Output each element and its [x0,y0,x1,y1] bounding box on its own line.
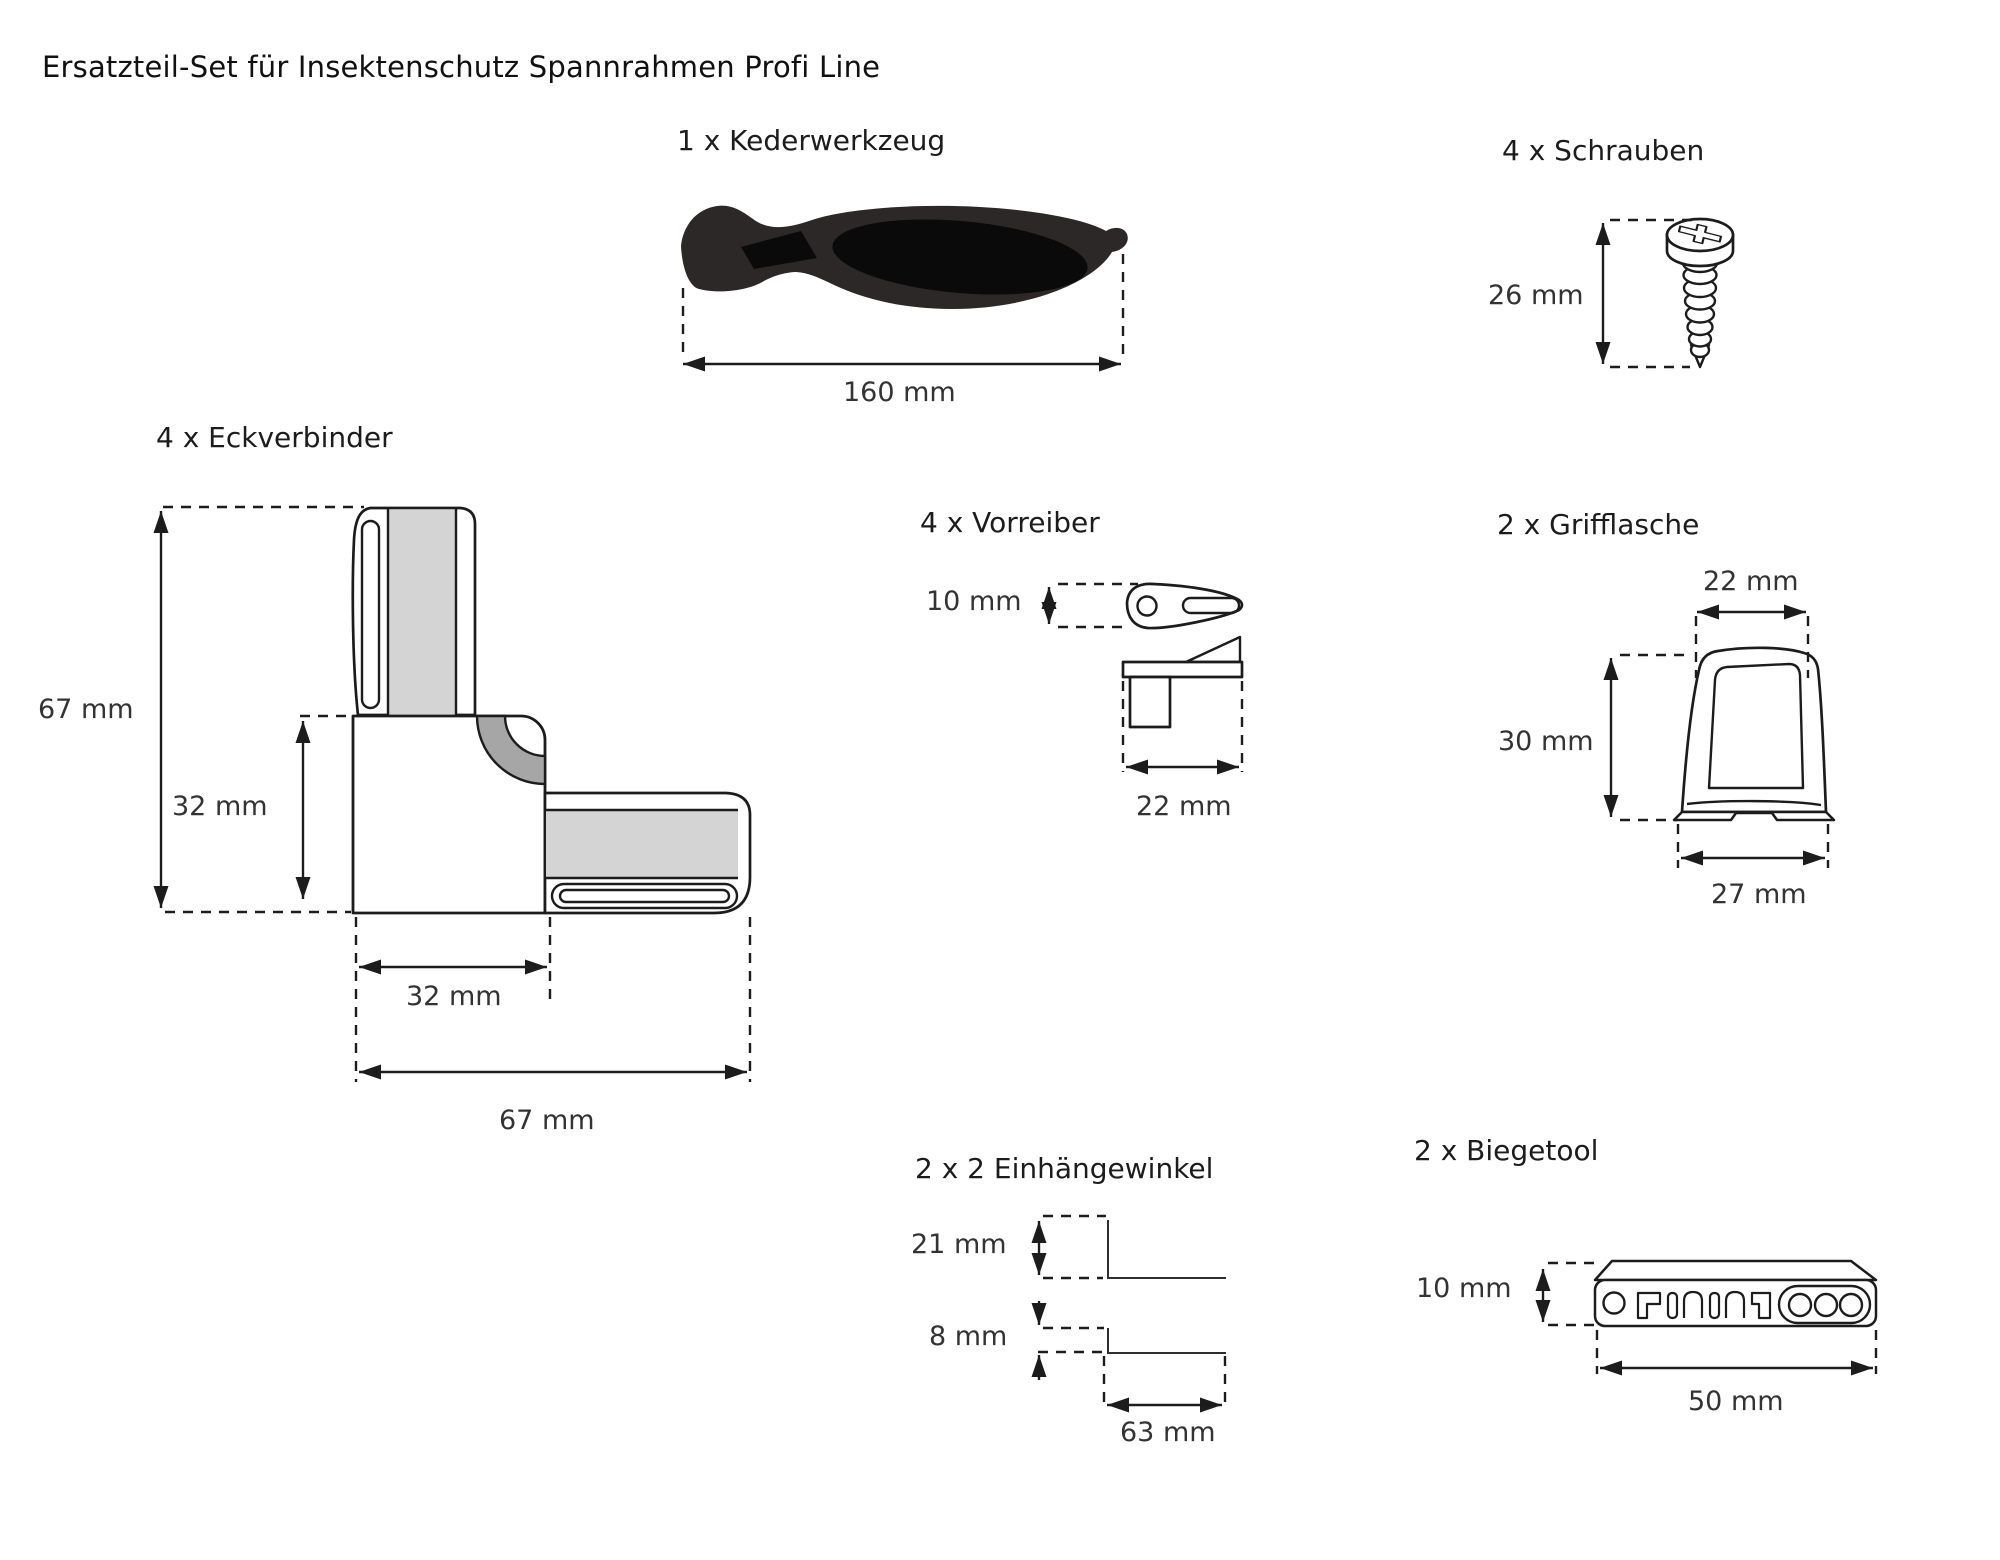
kederwerkzeug-label: 1 x Kederwerkzeug [677,124,946,157]
einhaengewinkel-short-leg-dim: 8 mm [929,1321,1008,1352]
grifflasche-top-width-dim: 22 mm [1703,566,1799,597]
eckverbinder-total-height-dim: 67 mm [38,694,134,725]
schrauben-label: 4 x Schrauben [1502,134,1705,167]
vorreiber-height-dim: 10 mm [926,586,1022,617]
hanging-bracket-icon [1108,1220,1226,1353]
grifflasche-height-dim: 30 mm [1498,726,1594,757]
page-title: Ersatzteil-Set für Insektenschutz Spannrahmen Profi Line [42,50,881,84]
eckverbinder-body-height-dim: 32 mm [172,791,268,822]
eckverbinder-label: 4 x Eckverbinder [156,421,393,454]
biegetool-height-dim: 10 mm [1416,1273,1512,1304]
eckverbinder-body-width-dim: 32 mm [406,981,502,1012]
eckverbinder-total-width-dim: 67 mm [499,1105,595,1136]
vorreiber-width-dim: 22 mm [1136,791,1232,822]
biegetool-label: 2 x Biegetool [1414,1134,1599,1167]
vorreiber-label: 4 x Vorreiber [920,506,1100,539]
einhaengewinkel-label: 2 x 2 Einhängewinkel [915,1152,1214,1185]
screw-icon [1667,219,1733,367]
biegetool-length-dim: 50 mm [1688,1386,1784,1417]
grip-tab-icon [1674,648,1834,820]
grifflasche-label: 2 x Grifflasche [1497,508,1700,541]
bending-tool-icon [1595,1261,1876,1326]
kederwerkzeug-width-dim: 160 mm [843,377,956,408]
schrauben-length-dim: 26 mm [1488,280,1584,311]
hanging-bracket-dimensions [1038,1216,1225,1410]
einhaengewinkel-length-dim: 63 mm [1120,1417,1216,1448]
einhaengewinkel-long-leg-dim: 21 mm [911,1229,1007,1260]
grifflasche-bottom-width-dim: 27 mm [1711,879,1807,910]
corner-connector-icon [353,508,750,913]
kederwerkzeug-tool-icon [681,206,1128,309]
latch-icon [1123,584,1242,727]
